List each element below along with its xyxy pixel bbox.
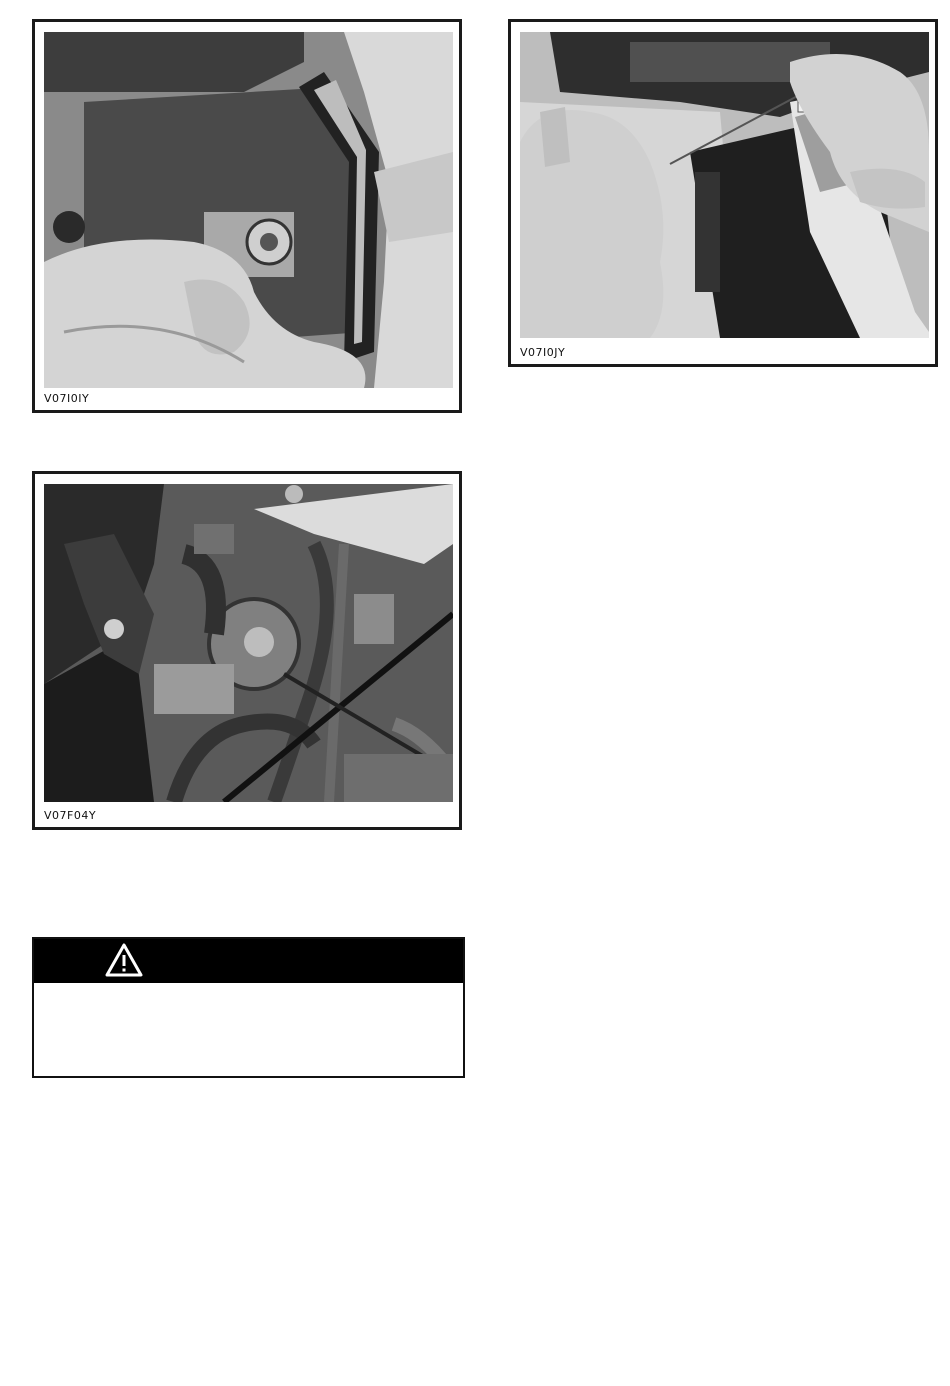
warning-triangle-icon xyxy=(104,942,144,978)
photo-engine-bay xyxy=(44,484,453,802)
photo-air-box-clip xyxy=(44,32,453,388)
figure-caption: V07I0IY xyxy=(44,392,90,405)
figure-caption: V07F04Y xyxy=(44,809,97,822)
figure-caption: V07I0JY xyxy=(520,346,566,359)
figure-engine-bay xyxy=(32,471,462,830)
warning-header-bar xyxy=(34,939,463,983)
photo-spray-lubricant xyxy=(520,32,929,338)
warning-box xyxy=(32,937,465,1078)
figure-air-box-clip xyxy=(32,19,462,413)
figure-spray-lubricant xyxy=(508,19,938,367)
